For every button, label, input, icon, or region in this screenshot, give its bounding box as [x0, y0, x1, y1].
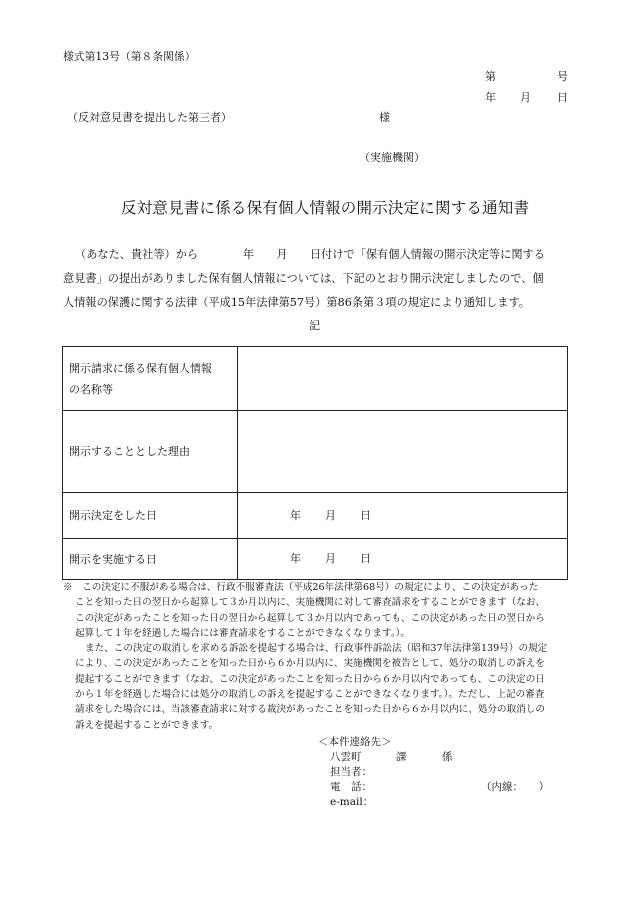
decision-day: 日: [360, 508, 371, 522]
note-line: また、この決定の取消しを求める訴訟を提起する場合は、行政事件訴訟法（昭和37年法律第139号）の規定: [85, 643, 548, 655]
table-label-name: [63, 347, 238, 411]
contact-town: 八雲町: [330, 751, 362, 763]
body-line-2: 意見書」の提出がありました保有個人情報については、下記のとおり開示決定しましたので、個: [63, 272, 544, 285]
recipient-honorific: 様: [379, 111, 390, 124]
doc-date-month: 月: [520, 91, 531, 104]
body-paragraph: [63, 243, 569, 315]
table-row: [63, 411, 568, 493]
table-label-implement-date: 開示を実施する日: [63, 539, 238, 580]
contact-kakari: 係: [442, 751, 453, 763]
contact-heading: ＜本件連絡先＞: [318, 736, 392, 748]
appeal-note: [63, 580, 578, 733]
table-value-name: [238, 347, 568, 411]
table-row: [63, 493, 568, 539]
contact-person: 担当者：: [330, 766, 372, 778]
decision-year: 年: [290, 508, 301, 522]
implement-day: 日: [360, 552, 371, 566]
note-line: 請求をした場合には、当該審査請求に対する裁決があったことを知った日から６か月以内に、処分の取消しの: [75, 704, 545, 716]
table-value-decision-date: [238, 493, 568, 539]
table-value-implement-date: [238, 539, 568, 580]
note-line: 起算して１年を経過した場合には審査請求をすることができなくなります。）。: [75, 627, 411, 639]
table-value-reason: [238, 411, 568, 493]
body-line-1: （あなた、貴社等）から 年 月 日付けで「保有個人情報の開示決定等に関する: [75, 248, 545, 261]
doc-date-day: 日: [557, 91, 568, 104]
contact-department: [318, 750, 453, 765]
body-line-3: 人情報の保護に関する法律（平成15年法律第57号）第86条第３項の規定により通知します。: [63, 296, 530, 309]
recipient-name: （反対意見書を提出した第三者）: [67, 111, 232, 124]
note-mark: ※: [63, 582, 73, 593]
note-line: 訴えを提起することができます。: [75, 719, 219, 731]
table-label-name-line1: 開示請求に係る保有個人情報: [69, 361, 212, 375]
note-line: から１年を経過した場合には処分の取消しの訴えを提起することができなくなります。）。ただし、上記の審査: [75, 689, 545, 701]
implement-year: 年: [290, 552, 301, 566]
table-row: [63, 347, 568, 411]
note-line: ことを知った日の翌日から起算して３か月以内に、実施機関に対して審査請求をすることができます（なお、: [75, 597, 546, 609]
note-line: ※ この決定に不服がある場合は、行政不服審査法（平成26年法律第68号）の規定により、この決定があった: [63, 582, 539, 593]
contact-email: e-mail：: [330, 796, 374, 808]
doc-number-suffix: 号: [557, 70, 568, 83]
table-label-decision-date: 開示決定をした日: [63, 493, 238, 539]
table-label-reason: 開示することとした理由: [63, 411, 238, 493]
issuer: （実施機関）: [359, 151, 425, 164]
implement-month: 月: [325, 552, 336, 566]
note-line: により、この決定があったことを知った日から６か月以内に、実施機関を被告として、処分の取消しの訴えを: [75, 658, 545, 670]
doc-date-year: 年: [485, 91, 496, 104]
table-label-name-line2: の名称等: [69, 382, 113, 396]
form-id: 様式第13号（第８条関係）: [63, 50, 196, 63]
info-table: [62, 346, 568, 580]
note-line: この決定があったことを知った日の翌日から起算して３か月以内であっても、この決定があった日の翌日から: [75, 612, 545, 624]
contact-block: [318, 735, 550, 810]
ki-heading: 記: [309, 319, 320, 332]
note-line: 提起することができます（なお、この決定があったことを知った日から６か月以内であっても、この決定の日: [75, 673, 545, 685]
contact-extension: （内線： ）: [481, 781, 550, 793]
table-row: [63, 539, 568, 580]
contact-phone: [318, 780, 550, 795]
decision-month: 月: [325, 508, 336, 522]
contact-ka: 課: [396, 751, 407, 763]
contact-phone-label: 電 話：: [330, 781, 372, 793]
page-title: 反対意見書に係る保有個人情報の開示決定に関する通知書: [121, 199, 530, 217]
doc-number-prefix: 第: [485, 70, 496, 83]
